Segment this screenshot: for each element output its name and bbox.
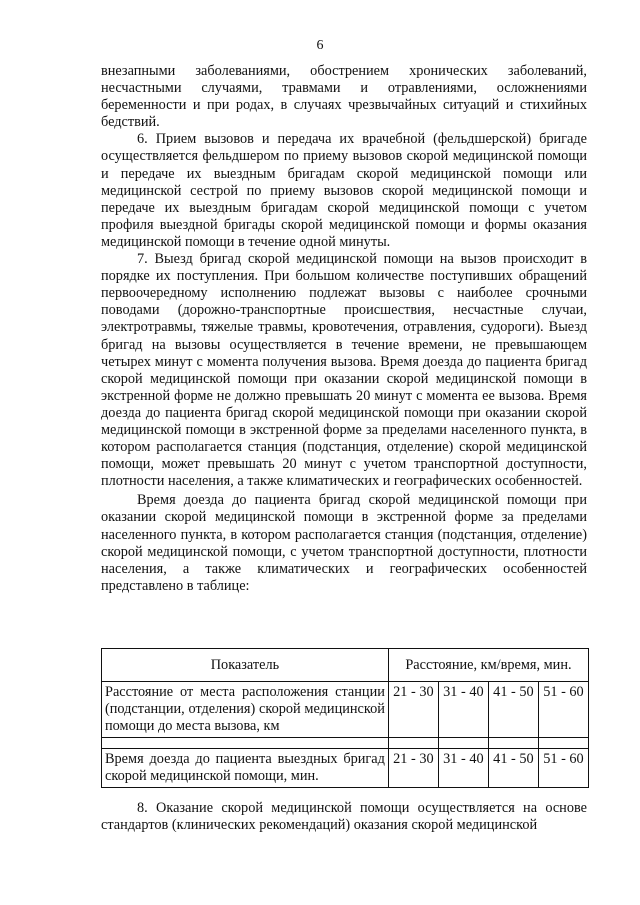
- table-cell: 41 - 50: [488, 682, 538, 738]
- table-cell: 21 - 30: [388, 682, 438, 738]
- paragraph-6: 6. Прием вызовов и передача их врачебной (фельдшерской) бригаде осуществляется фельдшером по приему вызовов скорой медицинской помощи и передаче их выездным бригадам скорой медицинской помощи или медицинской сестрой по приему вызовов скорой медицинской помощи и передаче их выездным бригадам скорой медицинской помощи с учетом профиля выездной бригады скорой медицинской помощи и формы оказания медицинской помощи в течение одной минуты.: [101, 131, 587, 250]
- table-header-row: [102, 649, 589, 682]
- table-header-indicator: Показатель: [102, 649, 389, 682]
- table-row-label: Расстояние от места расположения станции (подстанции, отделения) скорой медицинской помощи до места вызова, км: [102, 682, 389, 738]
- travel-time-table: [101, 648, 589, 788]
- body-text-bottom: [101, 800, 587, 834]
- paragraph-8: 8. Оказание скорой медицинской помощи осуществляется на основе стандартов (клинических рекомендаций) оказания скорой медицинской: [101, 800, 587, 834]
- table-cell: 41 - 50: [488, 749, 538, 788]
- table-header-values: Расстояние, км/время, мин.: [388, 649, 588, 682]
- paragraph-7: 7. Выезд бригад скорой медицинской помощи на вызов происходит в порядке их поступления. При большом количестве поступивших обращений первоочередному исполнению подлежат вызовы с наиболее срочными поводами (дорожно-транспортные происшествия, несчастные случаи, электротравмы, тяжелые травмы, кровотечения, отравления, судороги). Выезд бригад на вызовы осуществляется в течение времени, не превышающем четырех минут с момента получения вызова. Время доезда до пациента бригад скорой медицинской помощи при оказании скорой медицинской помощи в экстренной форме не должно превышать 20 минут с момента ее вызова. Время доезда до пациента бригад скорой медицинской помощи при оказании скорой медицинской помощи в экстренной форме за пределами населенного пункта, в котором располагается станция (подстанция, отделение) скорой медицинской помощи, может превышать 20 минут с учетом транспортной доступности, плотности населения, а также климатических и географических особенностей.: [101, 251, 587, 490]
- table-spacer-row: [102, 738, 589, 749]
- table-cell: 31 - 40: [438, 749, 488, 788]
- table-row-label: Время доезда до пациента выездных бригад скорой медицинской помощи, мин.: [102, 749, 389, 788]
- table-cell: 21 - 30: [388, 749, 438, 788]
- page-number: 6: [316, 38, 324, 53]
- body-text: [101, 63, 587, 595]
- table-row: [102, 749, 589, 788]
- table-cell: 31 - 40: [438, 682, 488, 738]
- table-cell: 51 - 60: [538, 749, 588, 788]
- table-cell: 51 - 60: [538, 682, 588, 738]
- paragraph-continuation: внезапными заболеваниями, обострением хронических заболеваний, несчастными случаями, травмами и отравлениями, осложнениями беременности и при родах, в случаях чрезвычайных ситуаций и стихийных бедствий.: [101, 63, 587, 131]
- table-row: [102, 682, 589, 738]
- paragraph-table-intro: Время доезда до пациента бригад скорой медицинской помощи при оказании скорой медицинской помощи в экстренной форме за пределами населенного пункта, в котором располагается станция (подстанция, отделение) скорой медицинской помощи, с учетом транспортной доступности, плотности населения, а также климатических и географических особенностей представлено в таблице:: [101, 492, 587, 594]
